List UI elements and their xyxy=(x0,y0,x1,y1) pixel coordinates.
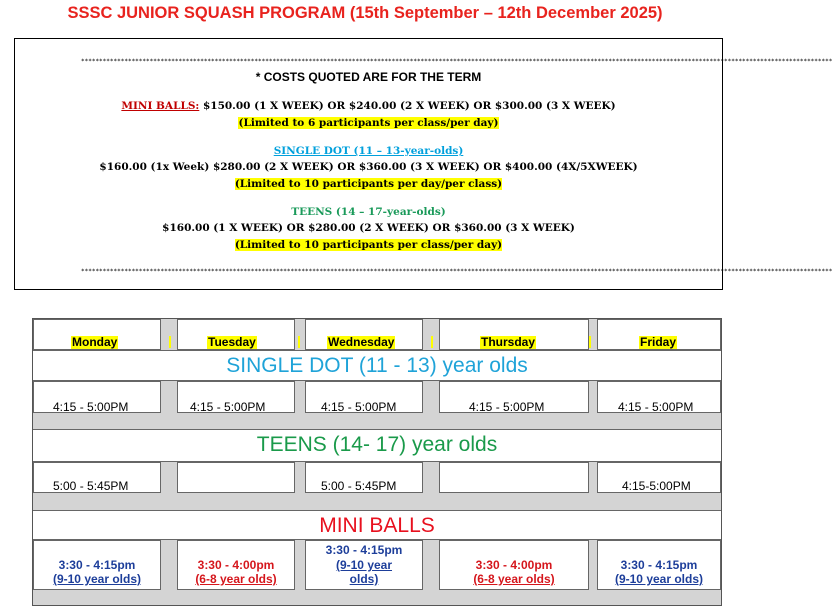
mb-ages-friday: (9-10 year olds) xyxy=(614,572,704,586)
mb-ages-monday: (9-10 year olds) xyxy=(52,572,142,586)
sd-time-tuesday: 4:15 - 5:00PM xyxy=(190,400,266,414)
single-limit: (Limited to 10 participants per day/per class) xyxy=(234,178,503,190)
sd-time-monday: 4:15 - 5:00PM xyxy=(53,400,129,414)
mini-limit: (Limited to 6 participants per class/per day) xyxy=(238,117,499,129)
day-thursday: Thursday xyxy=(481,335,536,349)
mb-session-tuesday xyxy=(177,558,295,586)
single-dot-banner xyxy=(33,350,721,381)
teens-time-wednesday: 5:00 - 5:45PM xyxy=(321,479,397,493)
sd-time-wednesday: 4:15 - 5:00PM xyxy=(321,400,397,414)
marker xyxy=(431,336,433,348)
mb-ages-tuesday: (6-8 year olds) xyxy=(195,572,277,586)
day-friday: Friday xyxy=(640,335,677,349)
teens-cell-thursday xyxy=(439,462,589,493)
teens-cell-tuesday xyxy=(177,462,295,493)
teens-time-monday: 5:00 - 5:45PM xyxy=(53,479,129,493)
mb-ages-wednesday-2: olds) xyxy=(349,572,379,586)
mb-time-friday: 3:30 - 4:15pm xyxy=(620,558,698,572)
page-title: SSSC JUNIOR SQUASH PROGRAM (15th September – 12th December 2025) xyxy=(67,4,663,22)
mini-label: MINI BALLS: xyxy=(121,100,200,112)
mb-time-thursday: 3:30 - 4:00pm xyxy=(475,558,553,572)
star-divider-top: **************************************************************************************************************************************************************************************************************** xyxy=(81,58,832,65)
teens-heading: TEENS (14- 17) year olds xyxy=(256,433,498,456)
teens-time-friday: 4:15-5:00PM xyxy=(622,479,691,493)
single-limit-line xyxy=(15,178,722,190)
mb-session-friday xyxy=(597,558,721,586)
teens-limit-line xyxy=(15,239,722,251)
mb-ages-thursday: (6-8 year olds) xyxy=(473,572,555,586)
mb-time-wednesday: 3:30 - 4:15pm xyxy=(325,543,403,557)
day-monday: Monday xyxy=(72,335,118,349)
mb-session-wednesday xyxy=(305,543,423,586)
mini-prices: $150.00 (1 X WEEK) OR $240.00 (2 X WEEK) OR $300.00 (3 X WEEK) xyxy=(199,100,616,112)
marker xyxy=(169,336,171,348)
mini-limit-line xyxy=(15,117,722,129)
marker xyxy=(589,336,591,348)
mb-time-monday: 3:30 - 4:15pm xyxy=(58,558,136,572)
mini-balls-heading: MINI BALLS xyxy=(319,514,435,537)
cost-header: * COSTS QUOTED ARE FOR THE TERM xyxy=(255,70,482,84)
mini-price-line xyxy=(15,100,722,112)
marker xyxy=(298,336,300,348)
mini-balls-banner xyxy=(33,510,721,540)
teens-limit: (Limited to 10 participants per class/per day) xyxy=(234,239,503,251)
mb-ages-wednesday-1: (9-10 year xyxy=(335,558,393,572)
single-label: SINGLE DOT (11 – 13-year-olds) xyxy=(273,145,464,157)
teens-banner xyxy=(33,429,721,462)
mb-session-monday xyxy=(33,558,161,586)
single-prices: $160.00 (1x Week) $280.00 (2 X WEEK) OR $360.00 (3 X WEEK) OR $400.00 (4X/5XWEEK) xyxy=(99,161,638,173)
sd-time-thursday: 4:15 - 5:00PM xyxy=(469,400,545,414)
mb-session-thursday xyxy=(439,558,589,586)
schedule-table xyxy=(32,318,722,606)
teens-label: TEENS (14 – 17-year-olds) xyxy=(291,206,446,218)
mb-time-tuesday: 3:30 - 4:00pm xyxy=(197,558,275,572)
single-label-line xyxy=(15,145,722,157)
single-dot-heading: SINGLE DOT (11 - 13) year olds xyxy=(226,354,528,377)
teens-prices: $160.00 (1 X WEEK) OR $280.00 (2 X WEEK) OR $360.00 (3 X WEEK) xyxy=(162,222,575,234)
teens-label-line xyxy=(15,206,722,218)
sd-time-friday: 4:15 - 5:00PM xyxy=(618,400,694,414)
day-wednesday: Wednesday xyxy=(328,335,395,349)
day-tuesday: Tuesday xyxy=(208,335,256,349)
cost-box xyxy=(14,38,832,290)
star-divider-bottom: **************************************************************************************************************************************************************************************************************** xyxy=(81,268,832,275)
